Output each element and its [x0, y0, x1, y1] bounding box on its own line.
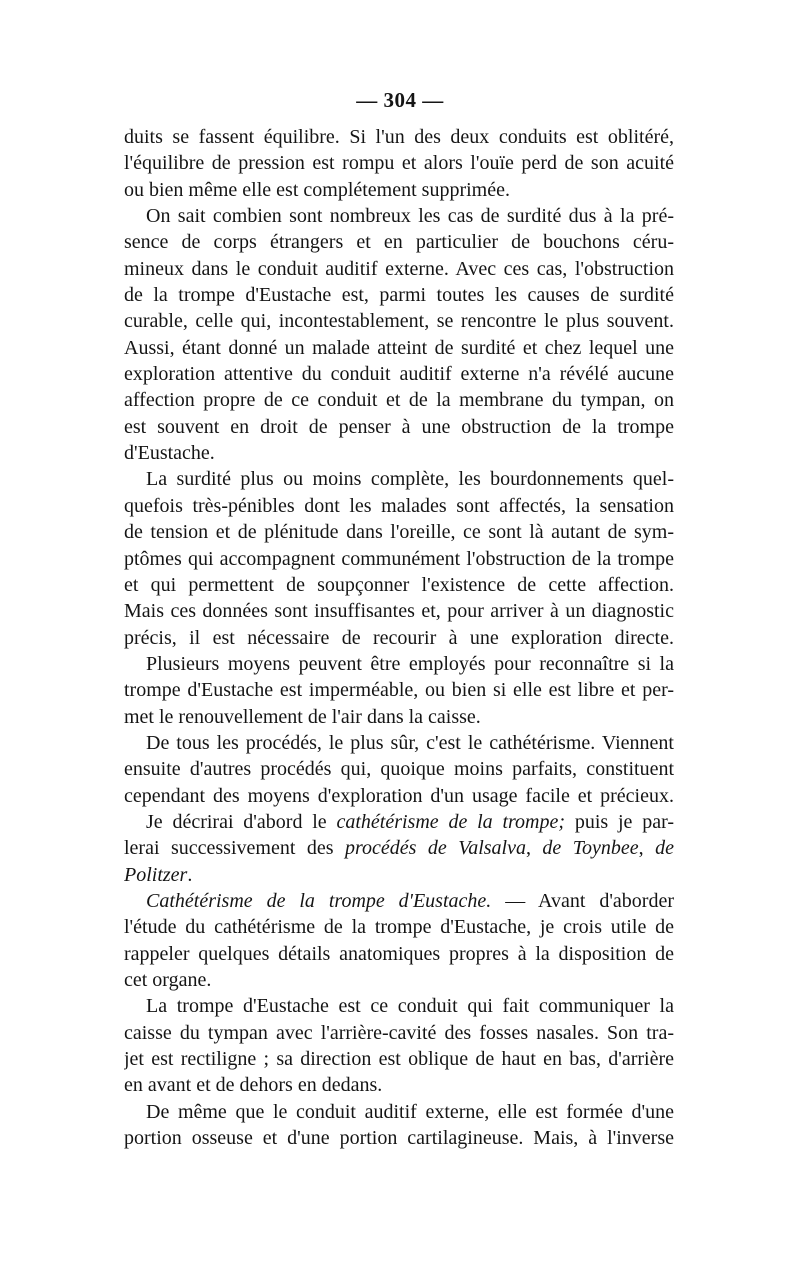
text-run: — Avant d'aborder — [491, 889, 674, 912]
page-number: — 304 — — [356, 88, 444, 112]
text-line — [124, 862, 674, 888]
text-line: rappeler quelques détails anatomiques propres à la disposition de — [124, 942, 674, 965]
text-line: mineux dans le conduit auditif externe. Avec ces cas, l'obstruction — [124, 257, 674, 280]
text-line — [124, 809, 674, 835]
text-line: et qui permettent de soupçonner l'existence de cette affection. — [124, 573, 674, 596]
text-line: curable, celle qui, incontestablement, se rencontre le plus souvent. — [124, 310, 674, 333]
text-line: ensuite d'autres procédés qui, quoique moins parfaits, constituent — [124, 758, 674, 781]
text-line: précis, il est nécessaire de recourir à une exploration directe. — [124, 626, 674, 649]
text-line: De tous les procédés, le plus sûr, c'est le cathétérisme. Viennent — [146, 731, 674, 754]
text-line: Plusieurs moyens peuvent être employés pour reconnaître si la — [146, 652, 674, 675]
text-line: portion osseuse et d'une portion cartilagineuse. Mais, à l'inverse — [124, 1127, 674, 1150]
text-run: , — [525, 837, 543, 860]
text-line: l'équilibre de pression est rompu et alors l'ouïe perd de son acuité — [124, 152, 674, 175]
text-run: lerai successivement des — [124, 837, 345, 860]
text-line: La surdité plus ou moins complète, les bourdonnements quel- — [146, 468, 674, 491]
text-line: met le renouvellement de l'air dans la caisse. — [124, 705, 481, 728]
text-line: Mais ces données sont insuffisantes et, pour arriver à un diagnostic — [124, 600, 674, 623]
text-line: sence de corps étrangers et en particulier de bouchons céru- — [124, 231, 674, 254]
text-line: ptômes qui accompagnent communément l'obstruction de la trompe — [124, 547, 674, 570]
text-line: trompe d'Eustache est imperméable, ou bien si elle est libre et per- — [124, 679, 674, 702]
text-line: Aussi, étant donné un malade atteint de surdité et chez lequel une — [124, 336, 674, 359]
italic-run: Cathétérisme de la trompe d'Eustache. — [146, 889, 492, 912]
italic-run: de Toynbee — [542, 837, 639, 860]
text-line — [124, 835, 674, 861]
text-line: De même que le conduit auditif externe, elle est formée d'une — [146, 1100, 674, 1123]
text-line: jet est rectiligne ; sa direction est oblique de haut en bas, d'arrière — [124, 1048, 674, 1071]
italic-run: Politzer — [124, 863, 188, 886]
text-line: de la trompe d'Eustache est, parmi toutes les causes de surdité — [124, 284, 674, 307]
text-line — [124, 888, 674, 914]
text-run: , — [638, 837, 656, 860]
text-line: l'étude du cathétérisme de la trompe d'Eustache, je crois utile de — [124, 916, 674, 939]
text-line: de tension et de plénitude dans l'oreille, ce sont là autant de sym- — [124, 521, 674, 544]
text-line: cependant des moyens d'exploration d'un usage facile et précieux. — [124, 784, 674, 807]
text-line: La trompe d'Eustache est ce conduit qui fait communiquer la — [146, 995, 674, 1018]
text-line: caisse du tympan avec l'arrière-cavité des fosses nasales. Son tra- — [124, 1021, 674, 1044]
text-line: duits se fassent équilibre. Si l'un des deux conduits est oblitéré, — [124, 126, 674, 148]
text-line: d'Eustache. — [124, 442, 215, 465]
text-line: est souvent en droit de penser à une obstruction de la trompe — [124, 415, 674, 438]
text-run: Je décrirai d'abord le — [146, 810, 337, 833]
text-run: . — [187, 863, 193, 886]
text-line: exploration attentive du conduit auditif externe n'a révélé aucune — [124, 363, 674, 386]
italic-run: procédés de Valsalva — [344, 837, 526, 860]
text-line: cet organe. — [124, 969, 212, 991]
text-line: affection propre de ce conduit et de la membrane du tympan, on — [124, 389, 674, 412]
text-line: quefois très-pénibles dont les malades sont affectés, la sensation — [124, 494, 674, 517]
italic-run: de — [655, 837, 674, 860]
text-run: puis je par- — [565, 810, 674, 833]
body-text — [124, 124, 674, 1151]
text-line: en avant et de dehors en dedans. — [124, 1074, 383, 1097]
text-line: ou bien même elle est complétement supprimée. — [124, 178, 510, 201]
italic-run: cathétérisme de la trompe; — [336, 810, 566, 833]
text-line: On sait combien sont nombreux les cas de surdité dus à la pré- — [146, 205, 674, 228]
